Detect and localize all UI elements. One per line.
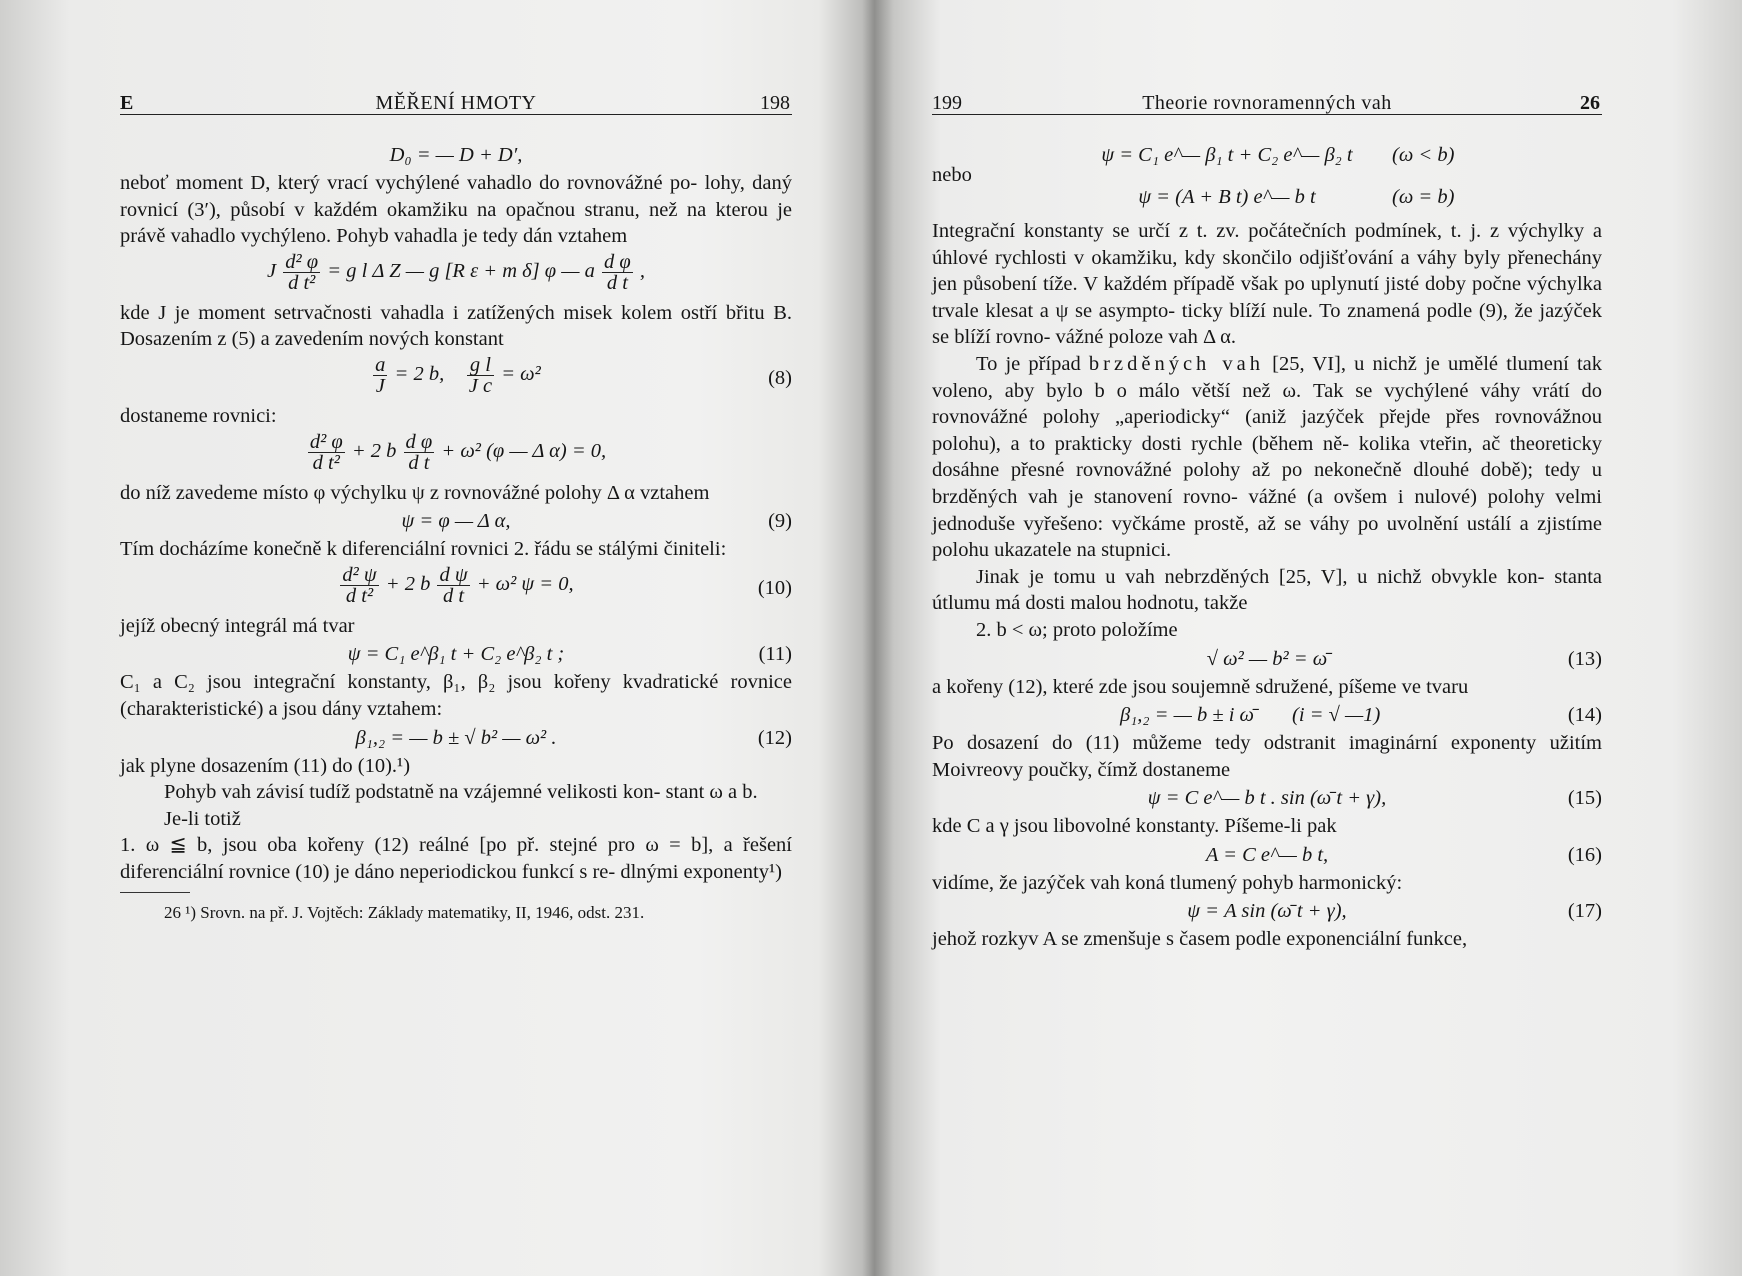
footnote: 26 ¹) Srovn. na př. J. Vojtěch: Základy matematiky, II, 1946, odst. 231. — [164, 902, 645, 922]
fraction: $\frac{a}{J}$ — [375, 353, 386, 397]
equation-number: (8) — [768, 366, 792, 389]
paragraph: Je-li totiž — [164, 807, 241, 830]
equation-12: β₁,₂ = — b ± √ b² — ω² . (12) — [120, 723, 792, 753]
paragraph: Jinak je tomu u vah nebrzděných [25, V], u nichž obvykle kon- stanta útlumu má dosti malou hodnotu, takže — [932, 565, 1603, 615]
equation-number: (15) — [1567, 787, 1602, 810]
running-title: MĚŘENÍ HMOTY — [375, 92, 537, 114]
paragraph: neboť moment D, který vrací vychýlené vahadlo do rovnovážné po- lohy, daný rovnicí (3′), působí v každém okamžiku na opačnou stranu, než na kterou je právě vahadlo vychýleno. Pohyb vahadla je tedy dán vztahem — [120, 172, 793, 248]
equation-phi: $\frac{\text{d² φ}}{\text{d t²}}$ + 2 b $\frac{\text{d φ}}{\text{d t}}$ + ω² (φ — Δ α) = 0, — [309, 430, 607, 474]
condition: (i = √ —1) — [1292, 704, 1381, 727]
equation-number: (17) — [1567, 900, 1602, 923]
equation-16: A = C e^— b t, (16) — [932, 840, 1602, 870]
paragraph: jak plyne dosazením (11) do (10).¹) — [120, 754, 411, 777]
equation-number: (16) — [1567, 843, 1602, 866]
equation-d0: D₀ = — D + D′, — [389, 144, 523, 166]
paragraph: vidíme, že jazýček vah koná tlumený pohyb harmonický: — [932, 871, 1403, 894]
equation-8: $\frac{a}{J}$ = 2 b, $\frac{\text{g l}}{\text{J c}}$ = ω² (8) — [375, 353, 792, 397]
paragraph: do níž zavedeme místo φ výchylku ψ z rovnovážné polohy Δ α vztahem — [120, 481, 710, 504]
equation-10: $\frac{\text{d² ψ}}{\text{d t²}}$ + 2 b $\frac{\text{d ψ}}{\text{d t}}$ + ω² ψ = 0, (10) — [342, 563, 792, 607]
equation-14: β₁,₂ = — b ± i ω̄ (i = √ —1) (14) — [932, 700, 1602, 730]
fraction: $\frac{\text{d φ}}{\text{d t}}$ — [405, 430, 433, 474]
paragraph: Tím docházíme konečně k diferenciální rovnici 2. řádu se stálými činiteli: — [120, 538, 727, 561]
fraction: $\frac{\text{d² φ}}{\text{d t²}}$ — [285, 250, 319, 294]
equation-17: ψ = A sin (ω̄ t + γ), (17) — [932, 896, 1602, 926]
equation-number: (14) — [1567, 704, 1602, 727]
fraction: $\frac{\text{d² φ}}{\text{d t²}}$ — [309, 430, 343, 474]
fraction: $\frac{\text{d ψ}}{\text{d t}}$ — [439, 563, 468, 607]
paragraph: dostaneme rovnici: — [120, 404, 277, 427]
left-page-header — [120, 88, 792, 115]
running-title: Theorie rovnoramenných vah — [1142, 92, 1392, 114]
right-page-header — [932, 88, 1602, 115]
equation-number: (13) — [1567, 647, 1602, 670]
equation-11: ψ = C₁ e^β₁ t + C₂ e^β₂ t ; (11) — [120, 639, 792, 669]
paragraph: kde C a γ jsou libovolné konstanty. Píšeme-li pak — [932, 815, 1337, 838]
equation-13: √ ω² — b² = ω̄ (13) — [932, 644, 1602, 674]
paragraph: kde J je moment setrvačnosti vahadla i zatížených misek kolem ostří břitu B. Dosazením z (5) a zavedením nových konstant — [120, 301, 792, 351]
page-number: 198 — [760, 92, 790, 114]
paragraph: Pohyb vah závisí tudíž podstatně na vzájemné velikosti kon- stant ω a b. — [164, 781, 758, 804]
equation-number: (10) — [757, 576, 792, 599]
equation-number: (12) — [757, 726, 792, 749]
paragraph: 1. ω ≦ b, jsou oba kořeny (12) reálné [po př. stejné pro ω = b], a řešení diferenciální rovnice (10) je dáno neperiodickou funkcí s re- dlnými exponenty¹) — [120, 834, 793, 883]
section-number: 26 — [1580, 92, 1600, 114]
section-letter: E — [120, 92, 134, 114]
fraction: $\frac{\text{d² ψ}}{\text{d t²}}$ — [342, 563, 377, 607]
paragraph: 2. b < ω; proto položíme — [976, 618, 1178, 641]
fraction: $\frac{\text{g l}}{\text{J c}}$ — [468, 353, 493, 397]
spaced-term: brzděných vah — [1088, 352, 1265, 375]
page-number: 199 — [932, 92, 962, 114]
equation-number: (9) — [768, 510, 792, 533]
left-page-body — [120, 140, 792, 925]
equation-9: ψ = φ — Δ α, (9) — [120, 506, 792, 536]
equation-solution-b: ψ = (A + B t) e^— b t (ω = b) — [932, 182, 1602, 212]
footnote-rule — [120, 892, 190, 893]
equation-number: (11) — [758, 643, 792, 666]
paragraph: jejíž obecný integrál má tvar — [120, 614, 355, 637]
paragraph: jehož rozkyv A se zmenšuje s časem podle exponenciální funkce, — [932, 928, 1468, 951]
paragraph: To je případ brzděných vah [25, VI], u nichž je umělé tlumení tak voleno, aby bylo b o málo větší než ω. Tak se vychýlené váhy vrátí do rovnovážné polohy „aperiodicky“ (aniž jazýček přejde přes rovnovážnou polohu), a to prakticky dosti rychle (během ně- kolika vteřin, ač theoreticky dosáhne přesné rovnovážné polohy až po nekonečně dlouhé době); tedy u brzděných vah je stanovení rovno- vážné (a ovšem i nulové) polohy velmi jednoduše vyřešeno: vyčkáme prostě, až se váhy po uvolnění ustálí a zjistíme polohu ukazatele na stupnici. — [932, 352, 1603, 562]
condition: (ω < b) — [1392, 144, 1455, 166]
condition: (ω = b) — [1392, 186, 1455, 208]
paragraph: nebo — [932, 164, 972, 186]
paragraph: C₁ a C₂ jsou integrační konstanty, β₁, β₂ jsou kořeny kvadratické rovnice (charakteristické) a jsou dány vztahem: — [120, 671, 792, 720]
paragraph: a kořeny (12), které zde jsou soujemně sdružené, píšeme ve tvaru — [932, 675, 1469, 698]
fraction: $\frac{\text{d φ}}{\text{d t}}$ — [604, 250, 631, 294]
right-page-body — [932, 140, 1602, 953]
paragraph: Po dosazení do (11) můžeme tedy odstranit imaginární exponenty užitím Moivreovy poučky, čímž dostaneme — [932, 732, 1602, 781]
equation-solution-a: ψ = C₁ e^— β₁ t + C₂ e^— β₂ t (ω < b) — [932, 140, 1602, 170]
equation-motion: J $\frac{\text{d² φ}}{\text{d t²}}$ = g l Δ Z — g [R ε + m δ] φ — a $\frac{\text{d φ}}{\text{d t}}$ , — [267, 250, 645, 294]
paragraph: Integrační konstanty se určí z t. zv. počátečních podmínek, t. j. z výchylky a úhlové rychlosti v okamžiku, kdy skončilo odjišťování a váhy byly přenechány jen působení tíže. V každém případě však po uplynutí jisté doby počne výchylka trvale klesat a ψ se asympto- ticky blíží nule. To znamená podle (9), že jazýček se blíží rovno- vážné poloze vah Δ α. — [932, 220, 1603, 349]
equation-15: ψ = C e^— b t . sin (ω̄ t + γ), (15) — [932, 783, 1602, 813]
